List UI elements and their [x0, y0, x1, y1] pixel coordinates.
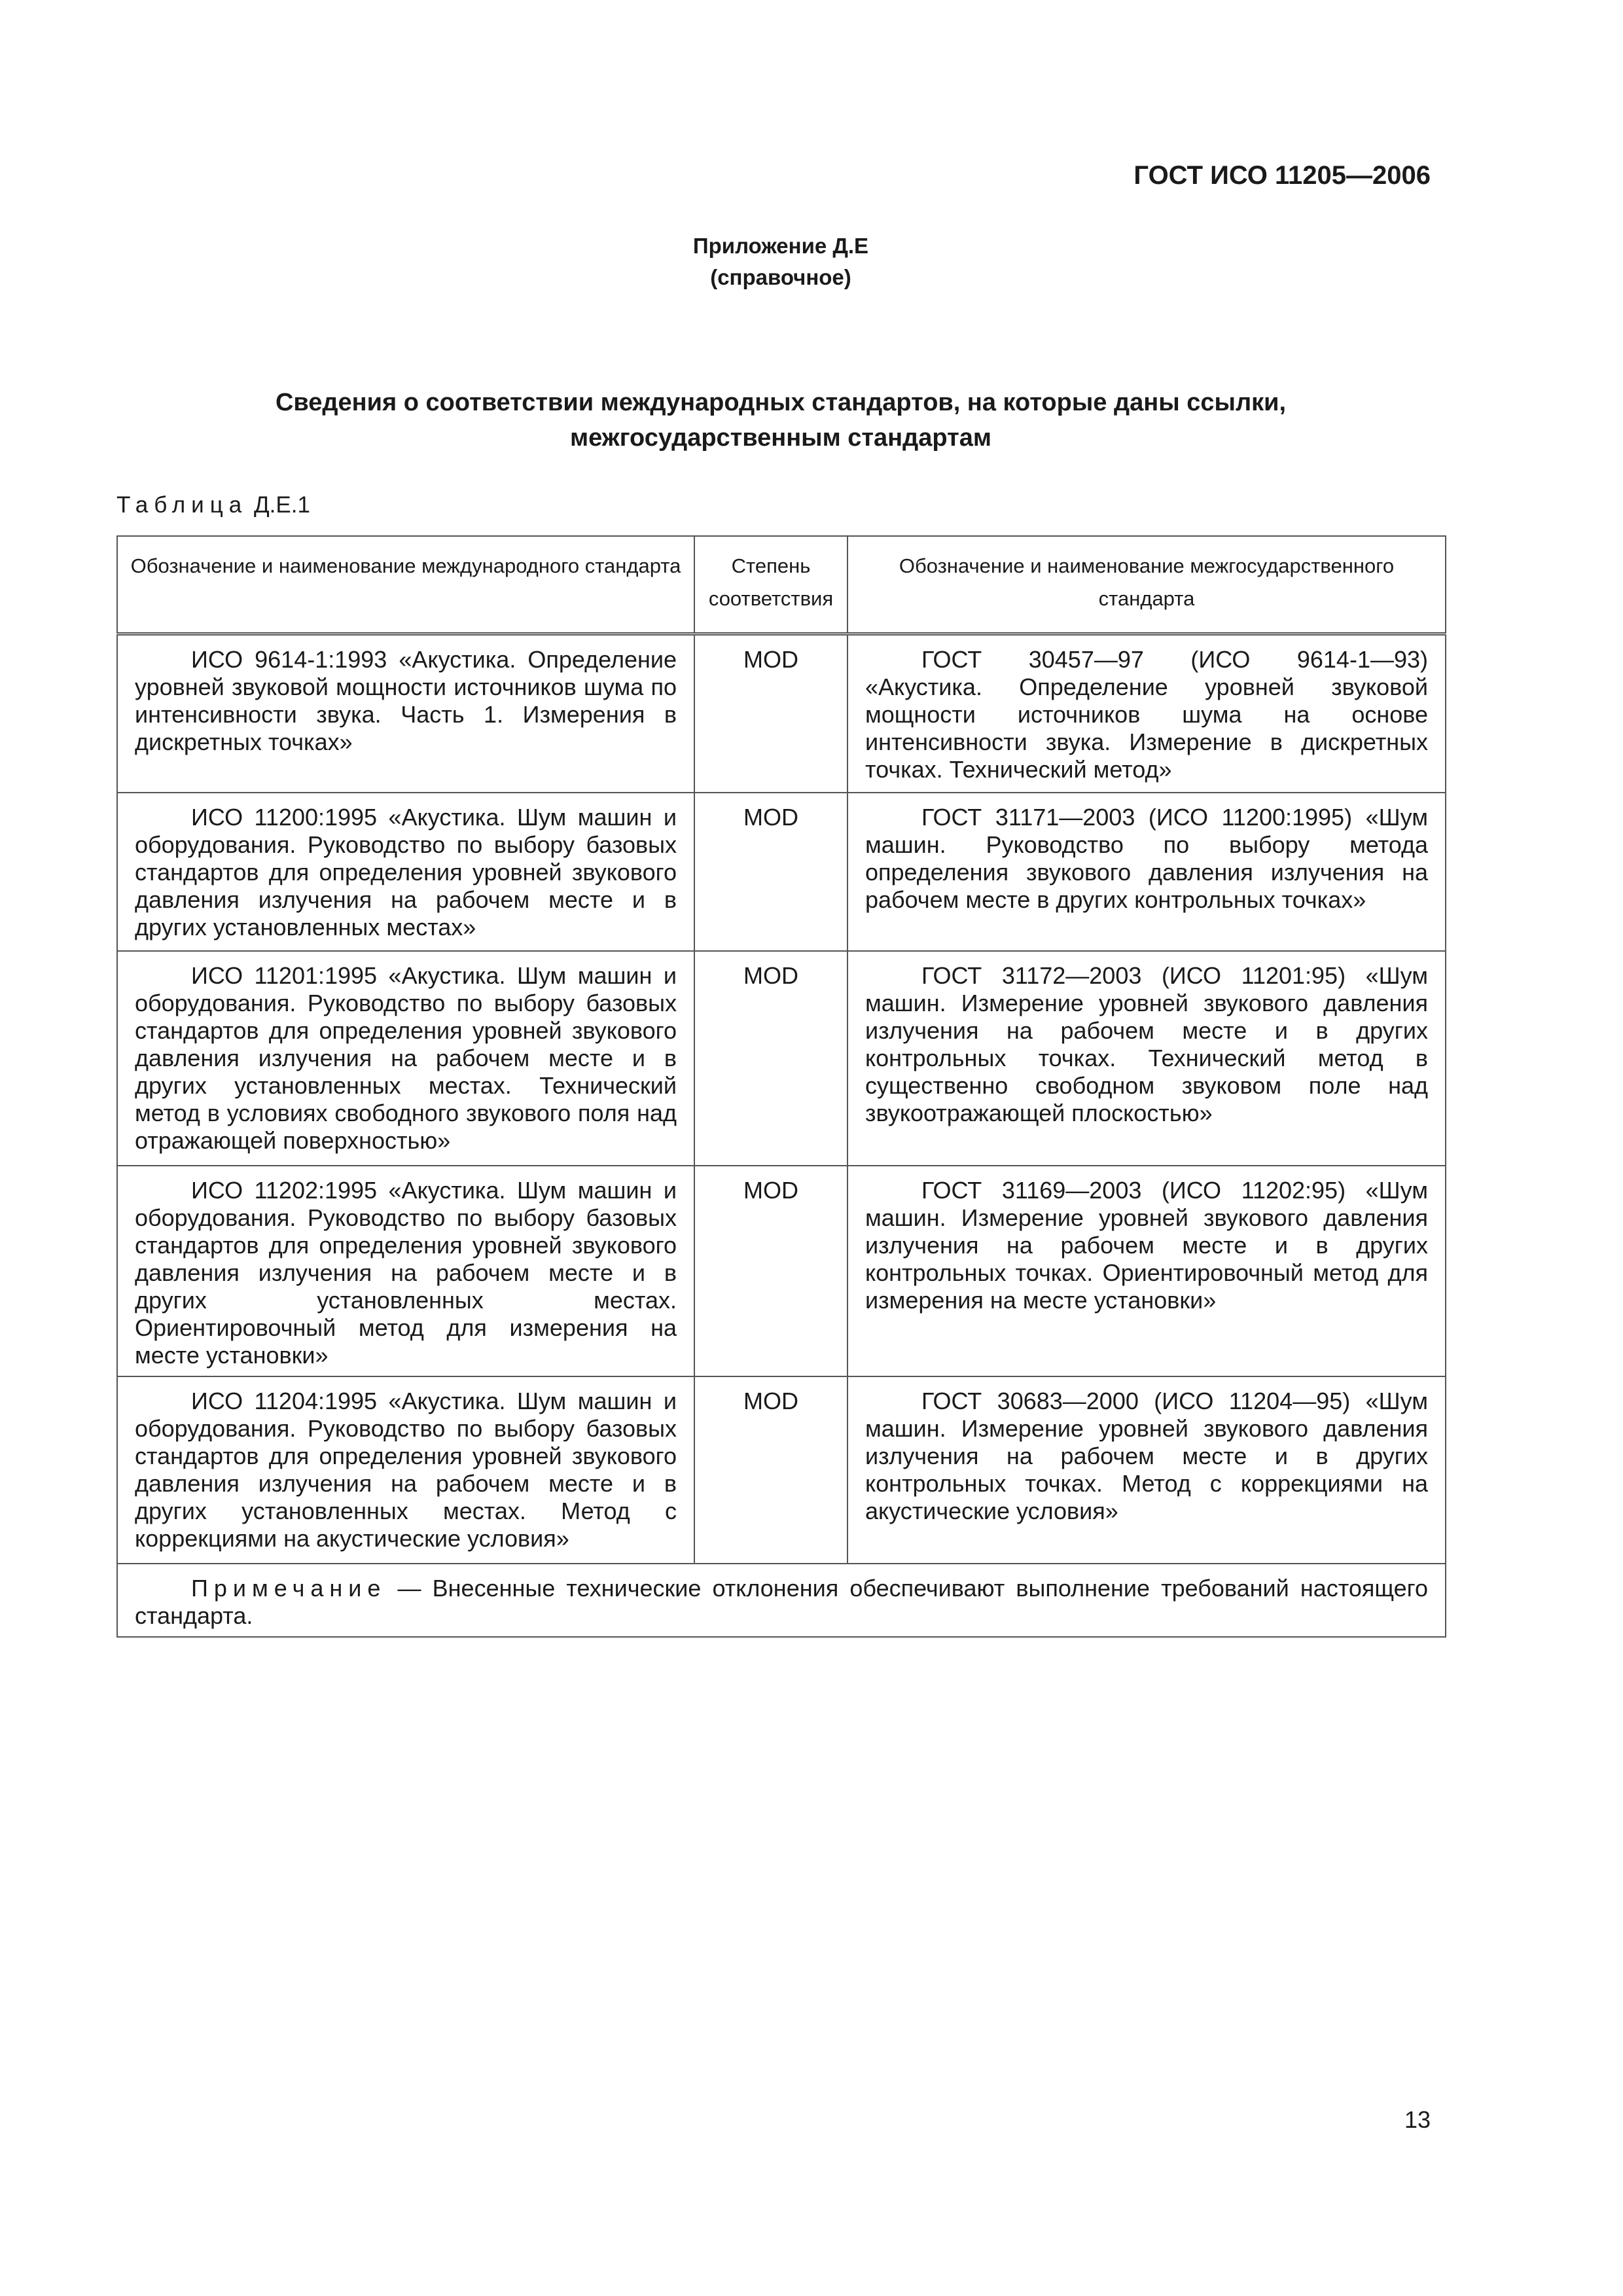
header-degree: Степень соответствия	[694, 536, 847, 634]
note-text: — Внесенные технические отклонения обеспечивают выполнение требований настоящего стандарта.	[135, 1574, 1428, 1629]
table-caption-id: Д.Е.1	[253, 492, 310, 518]
cell-international: ИСО 11201:1995 «Акустика. Шум машин и оборудования. Руководство по выбору базовых стандартов для определения уровней звукового давления излучения на рабочем месте и в других установленных местах. Технический метод в условиях свободного звукового поля над отражающей поверхностью»	[117, 951, 694, 1166]
table-row	[117, 634, 1446, 793]
cell-international: ИСО 11202:1995 «Акустика. Шум машин и оборудования. Руководство по выбору базовых стандартов для определения уровней звукового давления излучения на рабочем месте и в других установленных местах. Ориентировочный метод для измерения на месте установки»	[117, 1166, 694, 1376]
table-row	[117, 793, 1446, 951]
cell-interstate: ГОСТ 30457—97 (ИСО 9614-1—93) «Акустика. Определение уровней звуковой мощности источников шума на основе интенсивности звука. Измерение в дискретных точках. Технический метод»	[847, 634, 1446, 793]
cell-degree: MOD	[694, 634, 847, 793]
appendix-subtitle: (справочное)	[710, 265, 851, 289]
cell-interstate: ГОСТ 30683—2000 (ИСО 11204—95) «Шум машин. Измерение уровней звукового давления излучения на рабочем месте и в других контрольных точках. Метод с коррекциями на акустические условия»	[847, 1376, 1446, 1564]
cell-degree: MOD	[694, 951, 847, 1166]
table-caption	[116, 492, 310, 518]
cell-degree: MOD	[694, 1376, 847, 1564]
appendix-heading	[0, 230, 1561, 293]
page-title: Сведения о соответствии международных стандартов, на которые даны ссылки, межгосударственным стандартам	[275, 389, 1287, 452]
cell-degree: MOD	[694, 1166, 847, 1376]
table-note-row	[117, 1564, 1446, 1637]
table-row	[117, 951, 1446, 1166]
appendix-title: Приложение Д.Е	[692, 234, 869, 258]
cell-interstate: ГОСТ 31169—2003 (ИСО 11202:95) «Шум машин. Измерение уровней звукового давления излучения на рабочем месте и в других контрольных точках. Ориентировочный метод для измерения на месте установки»	[847, 1166, 1446, 1376]
table-header-row	[117, 536, 1446, 634]
cell-international: ИСО 11200:1995 «Акустика. Шум машин и оборудования. Руководство по выбору базовых стандартов для определения уровней звукового давления излучения на рабочем месте и в других установленных местах»	[117, 793, 694, 951]
document-code: ГОСТ ИСО 11205—2006	[1133, 161, 1431, 190]
table-row	[117, 1376, 1446, 1564]
note-label: Примечание	[191, 1574, 387, 1602]
correspondence-table	[116, 535, 1446, 1638]
cell-international: ИСО 11204:1995 «Акустика. Шум машин и оборудования. Руководство по выбору базовых стандартов для определения уровней звукового давления излучения на рабочем месте и в других установленных местах. Метод с коррекциями на акустические условия»	[117, 1376, 694, 1564]
table-note	[117, 1564, 1446, 1637]
header-international: Обозначение и наименование международного стандарта	[117, 536, 694, 634]
header-interstate: Обозначение и наименование межгосударственного стандарта	[847, 536, 1446, 634]
cell-degree: MOD	[694, 793, 847, 951]
cell-interstate: ГОСТ 31172—2003 (ИСО 11201:95) «Шум машин. Измерение уровней звукового давления излучения на рабочем месте и в других контрольных точках. Технический метод в существенно свободном звуковом поле над звукоотражающей плоскостью»	[847, 951, 1446, 1166]
cell-international: ИСО 9614-1:1993 «Акустика. Определение уровней звуковой мощности источников шума по интенсивности звука. Часть 1. Измерения в дискретных точках»	[117, 634, 694, 793]
table-caption-word: Таблица	[116, 492, 248, 518]
cell-interstate: ГОСТ 31171—2003 (ИСО 11200:1995) «Шум машин. Руководство по выбору метода определения звукового давления излучения на рабочем месте в других контрольных точках»	[847, 793, 1446, 951]
page-number: 13	[1404, 2106, 1431, 2133]
table-row	[117, 1166, 1446, 1376]
